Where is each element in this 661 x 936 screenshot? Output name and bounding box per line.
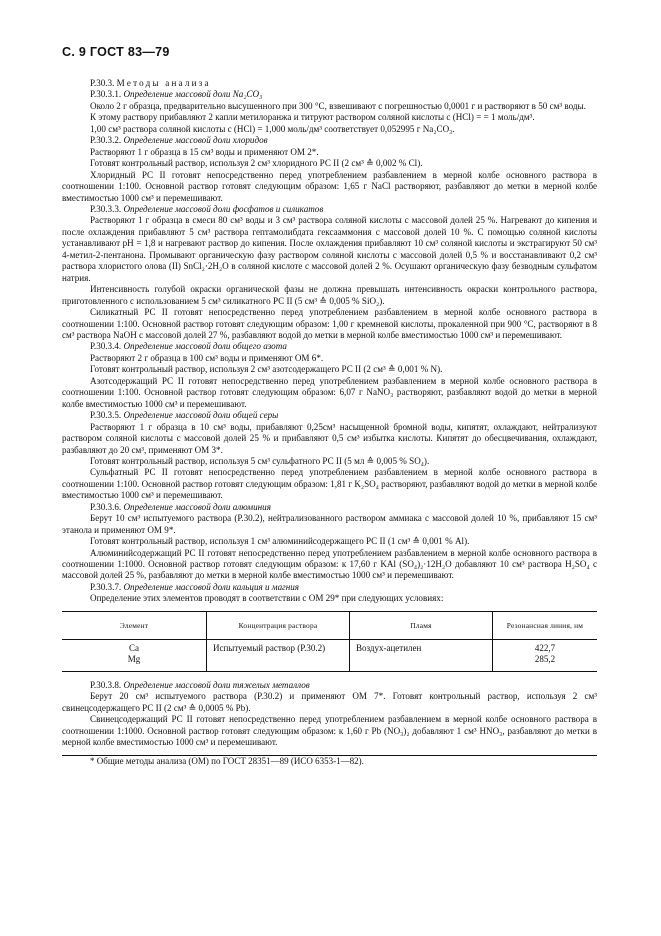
subsection-heading <box>62 89 597 100</box>
paragraph: Силикатный РС II готовят непосредственно перед употреблением разбавлением в мерной колбе основного раствора в соотношении 1:100. Основной раствор готовят следующим образом: 1,00 г кремневой кислоты, прокаленной при 900 °С, растворяют в 8 см³ раствора NaOH с массовой долей 27 %, разбавляют водой до метки в мерной колбе вместимостью 1000 см³ и перемешивают. <box>62 307 597 340</box>
paragraph: Около 2 г образца, предварительно высушенного при 300 °С, взвешивают с погрешностью 0,0001 г и растворяют в 50 см³ воды. <box>90 100 586 111</box>
paragraph: Азотсодержащий РС II готовят непосредственно перед употреблением разбавлением в мерной колбе основного раствора в соотношении 1:100. Основной раствор готовят следующим образом: 6,07 г NaNO₃ растворяют, разбавляют водой до метки в мерной колбе вместимостью 1000 см³ и перемешивают. <box>62 375 597 409</box>
cell-concentration: Испытуемый раствор (Р.30.2) <box>207 639 350 671</box>
cell-lines: 422,7 285,2 <box>493 639 598 671</box>
subsection-heading <box>62 135 597 146</box>
paragraph: 1,00 см³ раствора соляной кислоты c (HCl) = 1,000 моль/дм³ соответствует 0,052995 г Na₂CO₃. <box>90 123 455 134</box>
clause-number: Р.30.3.4. <box>90 341 122 352</box>
clause-title: Определение массовой доли общего азота <box>123 341 287 352</box>
table-header-row <box>62 611 597 639</box>
paragraph: К этому раствору прибавляют 2 капли метилоранжа и титруют раствором соляной кислоты c (HCl) = = 1 моль/дм³. <box>90 112 535 123</box>
paragraph: Алюминийсодержащий РС II готовят непосредственно перед употреблением разбавлением в мерной колбе основного раствора в соотношении 1:1000. Основной раствор готовят следующим образом: к 17,60 г KAl (SO₄)₂·12H₂O добавляют 10 см³ раствора H₂SO₄ с массовой долей 25 %, разбавляют до метки в мерной колбе вместимостью 1000 см³ и перемешивают. <box>62 547 597 581</box>
page-header: С. 9 ГОСТ 83—79 <box>62 45 170 59</box>
clause-number: Р.30.3.2. <box>90 135 122 146</box>
cell-flame: Воздух-ацетилен <box>350 639 493 671</box>
section-part-1 <box>62 78 597 605</box>
paragraph: Сульфатный РС II готовят непосредственно перед употреблением разбавлением в мерной колбе основного раствора в соотношении 1:100. Основной раствор готовят следующим образом: 1,81 г K₂SO₄ растворяют, разбавляют водой до метки в мерной колбе вместимостью 1000 см³ и перемешивают. <box>62 467 597 501</box>
paragraph: Растворяют 1 г образца в 15 см³ воды и применяют ОМ 2*. <box>90 146 319 157</box>
paragraph: Берут 10 см³ испытуемого раствора (Р.30.2), нейтрализованного раствором аммиака с массовой долей 10 %, прибавляют 15 см³ этанола и применяют ОМ 9*. <box>62 513 597 535</box>
paragraph: Берут 20 см³ испытуемого раствора (Р.30.2) и применяют ОМ 7*. Готовят контрольный раствор, используя 2 см³ свинецсодержащего РС II (2 см³ ≙ 0,0005 % Pb). <box>62 691 597 713</box>
clause-number: Р.30.3. <box>90 78 115 88</box>
paragraph: Свинецсодержащий РС II готовят непосредственно перед употреблением разбавлением в мерной колбе основного раствора в соотношении 1:1000. Основной раствор готовят следующим образом: к 1,60 г Pb (NO₃)₂ добавляют 1 см³ HNO₃, разбавляют до метки в мерной колбе вместимостью 1000 см³ и перемешивают. <box>62 714 597 748</box>
clause-title: Определение массовой доли хлоридов <box>123 135 268 146</box>
clause-number: Р.30.3.7. <box>90 581 122 592</box>
flame-conditions-table <box>62 611 597 672</box>
table-row <box>62 639 597 671</box>
cell-elements: Ca Mg <box>62 639 207 671</box>
section-heading <box>62 78 597 89</box>
clause-title: Определение массовой доли фосфатов и силикатов <box>123 203 324 214</box>
subsection-heading <box>62 341 597 352</box>
header-flame: Пламя <box>350 611 493 639</box>
clause-number: Р.30.3.3. <box>90 203 122 214</box>
subsection-heading <box>62 680 597 691</box>
paragraph: Растворяют 2 г образца в 100 см³ воды и применяют ОМ 6*. <box>90 352 324 363</box>
clause-title: Методы анализа <box>116 78 211 88</box>
clause-title: Определение массовой доли алюминия <box>123 501 271 512</box>
paragraph: Интенсивность голубой окраски органической фазы не должна превышать интенсивность окраски контрольного раствора, приготовленного с использованием 5 см³ силикатного РС II (5 см³ ≙ 0,005 % SiO₂). <box>62 284 597 306</box>
paragraph: Готовят контрольный раствор, используя 2 см³ азотсодержащего РС II (2 см³ ≙ 0,001 % N). <box>90 364 443 375</box>
paragraph: Готовят контрольный раствор, используя 5 см³ сульфатного РС II (5 мл ≙ 0,005 % SO₄). <box>90 455 430 466</box>
paragraph: Готовят контрольный раствор, используя 1 см³ алюминийсодержащего РС II (1 см³ ≙ 0,001 % Al). <box>90 536 470 547</box>
paragraph: Растворяют 1 г образца в смеси 80 см³ воды и 3 см³ раствора соляной кислоты с массовой долей 25 %. Нагревают до кипения и после охлаждения прибавляют 5 см³ раствора гептамолибдата гексааммония с массовой долей 10 %. С помощью соляной кислоты устанавливают pH = 1,8 и нагревают раствор до кипения. После охлаждения прибавляют 10 см³ соляной кислоты и экстрагируют 50 см³ 4-метил-2-пентанона. Промывают органическую фазу раствором соляной кислоты с массовой долей 0,5 % и восстанавливают 0,2 см³ раствора хлористого олова (II) SnCl₂·2H₂O в соляной кислоте с массовой долей 2 %. Осушают органическую фазу безводным сульфатом натрия. <box>62 215 597 283</box>
header-element: Элемент <box>62 611 207 639</box>
header-resonance-line: Резонансная линия, нм <box>493 611 598 639</box>
clause-title: Определение массовой доли кальция и магния <box>123 581 299 592</box>
footnote: * Общие методы анализа (ОМ) по ГОСТ 28351—89 (ИСО 6353-1—82). <box>90 755 364 766</box>
document-body <box>62 78 597 767</box>
paragraph: Хлоридный РС II готовят непосредственно перед употреблением разбавлением в мерной колбе основного раствора в соотношении 1:100. Основной раствор готовят следующим образом: 1,65 г NaCl растворяют, разбавляют до метки в мерной колбе вместимостью 1000 см³ и перемешивают. <box>62 169 597 203</box>
clause-number: Р.30.3.5. <box>90 410 122 421</box>
subsection-heading <box>62 410 597 421</box>
paragraph: Определение этих элементов проводят в соответствии с ОМ 29* при следующих условиях: <box>90 593 444 604</box>
paragraph: Готовят контрольный раствор, используя 2 см³ хлоридного РС II (2 см³ ≙ 0,002 % Cl). <box>90 158 423 169</box>
clause-number: Р.30.3.6. <box>90 501 122 512</box>
clause-number: Р.30.3.8. <box>90 679 122 690</box>
section-part-2 <box>62 680 597 749</box>
clause-title: Определение массовой доли тяжелых металлов <box>123 679 310 690</box>
clause-number: Р.30.3.1. <box>90 89 122 100</box>
paragraph: Растворяют 1 г образца в 10 см³ воды, прибавляют 0,25см³ насыщенной бромной воды, кипятят, охлаждают, нейтрализуют раствором соляной кислоты с массовой долей 25 % и прибавляют 0,5 см³ избытка кислоты. Кипятят до обесцвечивания, охлаждают, разбавляют до 20 см³, применяют ОМ 3*. <box>62 421 597 455</box>
header-concentration: Концентрация раствора <box>207 611 350 639</box>
clause-title: Определение массовой доли Na₂CO₃ <box>123 89 263 100</box>
subsection-heading <box>62 502 597 513</box>
subsection-heading <box>62 204 597 215</box>
subsection-heading <box>62 582 597 593</box>
clause-title: Определение массовой доли общей серы <box>123 410 279 421</box>
